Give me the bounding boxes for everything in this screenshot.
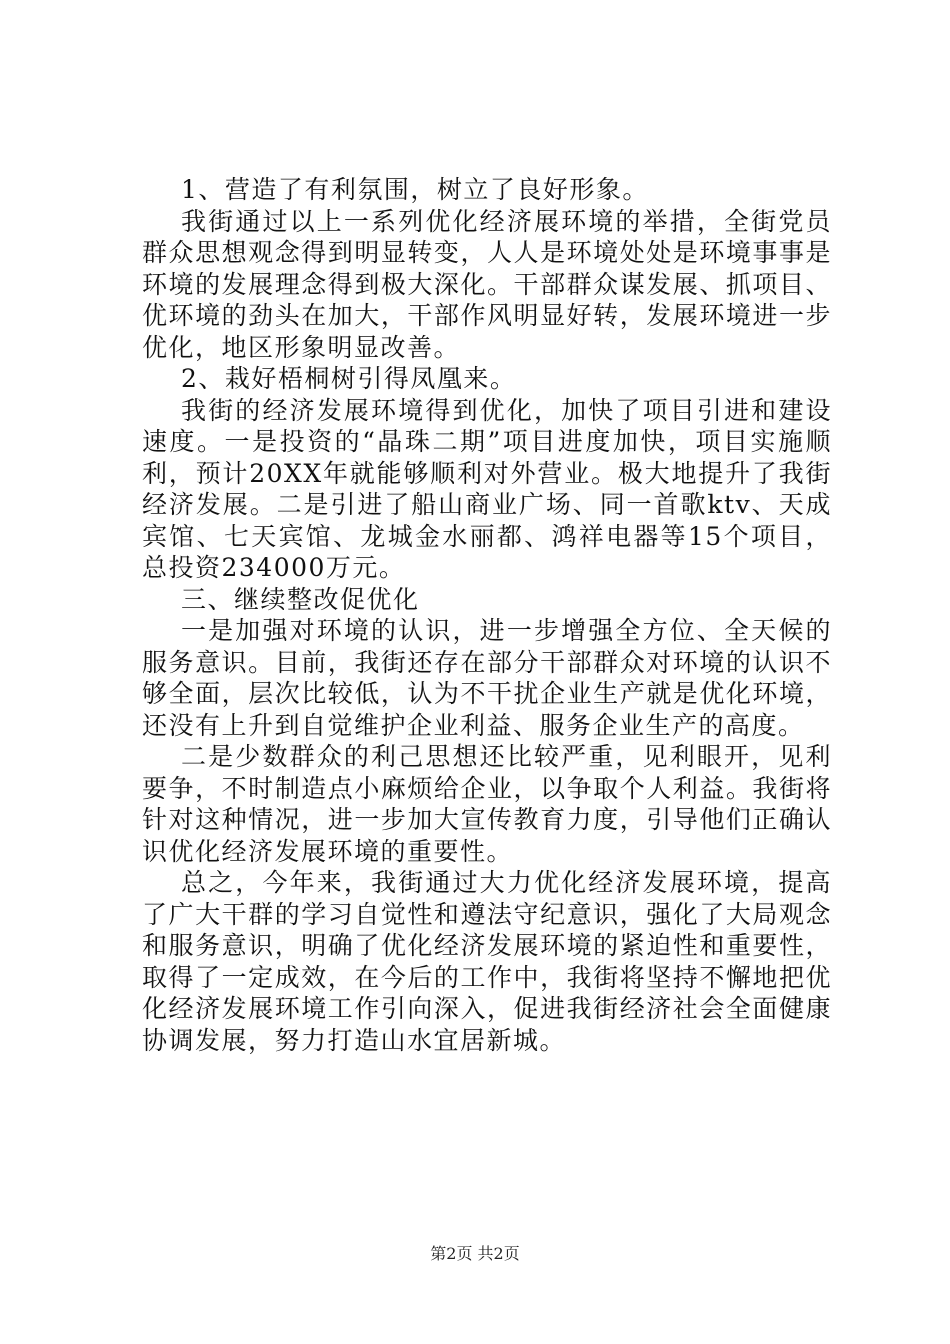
- paragraph-4: 我街的经济发展环境得到优化，加快了项目引进和建设速度。一是投资的“晶珠二期”项目进度加快，项目实施顺利，预计20XX年就能够顺利对外营业。极大地提升了我街经济发展。二是引进了船山商业广场、同一首歌ktv、天成宾馆、七天宾馆、龙城金水丽都、鸿祥电器等15个项目，总投资234000万元。: [142, 395, 832, 582]
- section-heading: 三、继续整改促优化: [181, 584, 420, 614]
- paragraph-7: 二是少数群众的利己思想还比较严重，见利眼开，见利要争，不时制造点小麻烦给企业，以争取个人利益。我街将针对这种情况，进一步加大宣传教育力度，引导他们正确认识优化经济发展环境的重要性。: [142, 742, 832, 866]
- paragraph-8: 总之，今年来，我街通过大力优化经济发展环境，提高了广大干群的学习自觉性和遵法守纪意识，强化了大局观念和服务意识，明确了优化经济发展环境的紧迫性和重要性，取得了一定成效，在今后的工作中，我街将坚持不懈地把优化经济发展环境工作引向深入，促进我街经济社会全面健康协调发展，努力打造山水宜居新城。: [142, 868, 832, 1055]
- paragraph-6: 一是加强对环境的认识，进一步增强全方位、全天候的服务意识。目前，我街还存在部分干部群众对环境的认识不够全面，层次比较低，认为不干扰企业生产就是优化环境，还没有上升到自觉维护企业利益、服务企业生产的高度。: [142, 616, 832, 740]
- page-footer: 第2页 共2页: [430, 1244, 520, 1263]
- paragraph-1: 1、营造了有利氛围，树立了良好形象。: [181, 175, 649, 204]
- paragraph-2: 我街通过以上一系列优化经济展环境的举措，全街党员群众思想观念得到明显转变，人人是环境处处是环境事事是环境的发展理念得到极大深化。干部群众谋发展、抓项目、优环境的劲头在加大，干部作风明显好转，发展环境进一步优化，地区形象明显改善。: [142, 206, 832, 362]
- paragraph-3: 2、栽好梧桐树引得凤凰来。: [181, 364, 517, 393]
- document-body: [142, 174, 832, 1056]
